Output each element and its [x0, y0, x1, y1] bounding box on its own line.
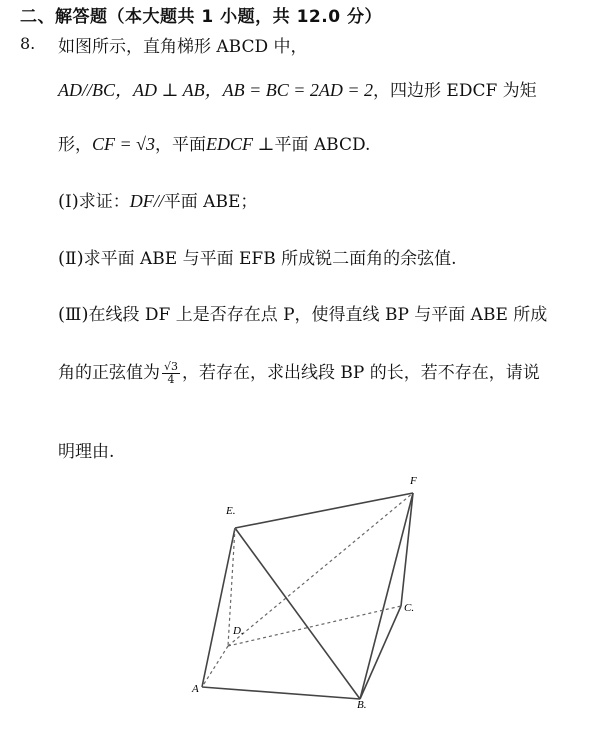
part1-label: Ⅰ — [65, 192, 72, 212]
question-line-1 — [58, 32, 308, 57]
line3-mid: ，平面 — [155, 135, 207, 155]
part-3 — [58, 300, 547, 325]
part1-prefix: 求证： — [78, 192, 130, 212]
part1-math: DF// — [129, 191, 164, 211]
fraction-numerator: √3 — [164, 360, 179, 373]
part3-close-paren: ) — [81, 304, 89, 325]
condition-text: ，四边形 EDCF 为矩 — [373, 81, 537, 101]
edge-AB — [202, 687, 360, 699]
part3-text: 在线段 DF 上是否存在点 P，使得直线 BP 与平面 ABE 所成 — [88, 305, 548, 325]
part2-close-paren: ) — [76, 248, 84, 269]
label-F: F — [410, 475, 417, 487]
section-title: 二、解答题（本大题共 1 小题，共 12.0 分） — [20, 7, 382, 27]
plane-math: EDCF ⊥ — [206, 134, 275, 154]
edge-FC — [401, 493, 413, 606]
condition-math: AD//BC，AD ⊥ AB，AB = BC = 2AD = 2 — [58, 80, 374, 100]
figure-svg — [190, 470, 430, 710]
part2-open-paren: ( — [58, 248, 66, 269]
part3-line2-suffix: ，若存在，求出线段 BP 的长，若不存在，请说 — [182, 363, 540, 383]
part-3-line-2 — [58, 358, 540, 386]
line3-prefix: 形， — [58, 135, 92, 155]
line3-suffix: 平面 ABCD. — [274, 135, 371, 155]
label-C: C. — [404, 602, 415, 614]
geometry-figure — [190, 470, 430, 714]
label-A: A — [192, 683, 199, 695]
part2-label: Ⅱ — [65, 249, 77, 269]
part-3-line-3 — [58, 437, 114, 462]
edge-FB — [360, 493, 413, 699]
part3-line3: 明理由. — [58, 442, 115, 462]
label-D: D. — [233, 625, 244, 637]
edge-EF — [235, 493, 413, 528]
dashed-edge-DF — [228, 493, 413, 646]
part2-text: 求平面 ABE 与平面 EFB 所成锐二面角的余弦值. — [83, 249, 457, 269]
part1-open-paren: ( — [58, 191, 66, 212]
part-2 — [58, 244, 457, 269]
question-number: 8. — [20, 34, 36, 53]
label-E: E. — [226, 505, 236, 517]
question-line-2 — [58, 76, 537, 102]
fraction-denominator: 4 — [167, 373, 175, 386]
question-line-3 — [58, 130, 370, 155]
label-B: B. — [357, 699, 367, 710]
cf-math: CF = √3 — [92, 134, 156, 154]
part1-close-paren: ) — [71, 191, 79, 212]
edge-EB — [235, 528, 360, 699]
question-intro: 如图所示，直角梯形 ABCD 中， — [58, 37, 308, 57]
part-1 — [58, 187, 257, 212]
sqrt3-over-4-fraction — [162, 361, 180, 386]
part3-open-paren: ( — [58, 304, 66, 325]
part3-line2-prefix: 角的正弦值为 — [58, 363, 160, 383]
part3-label: Ⅲ — [65, 305, 82, 325]
part1-suffix: 平面 ABE； — [163, 192, 258, 212]
